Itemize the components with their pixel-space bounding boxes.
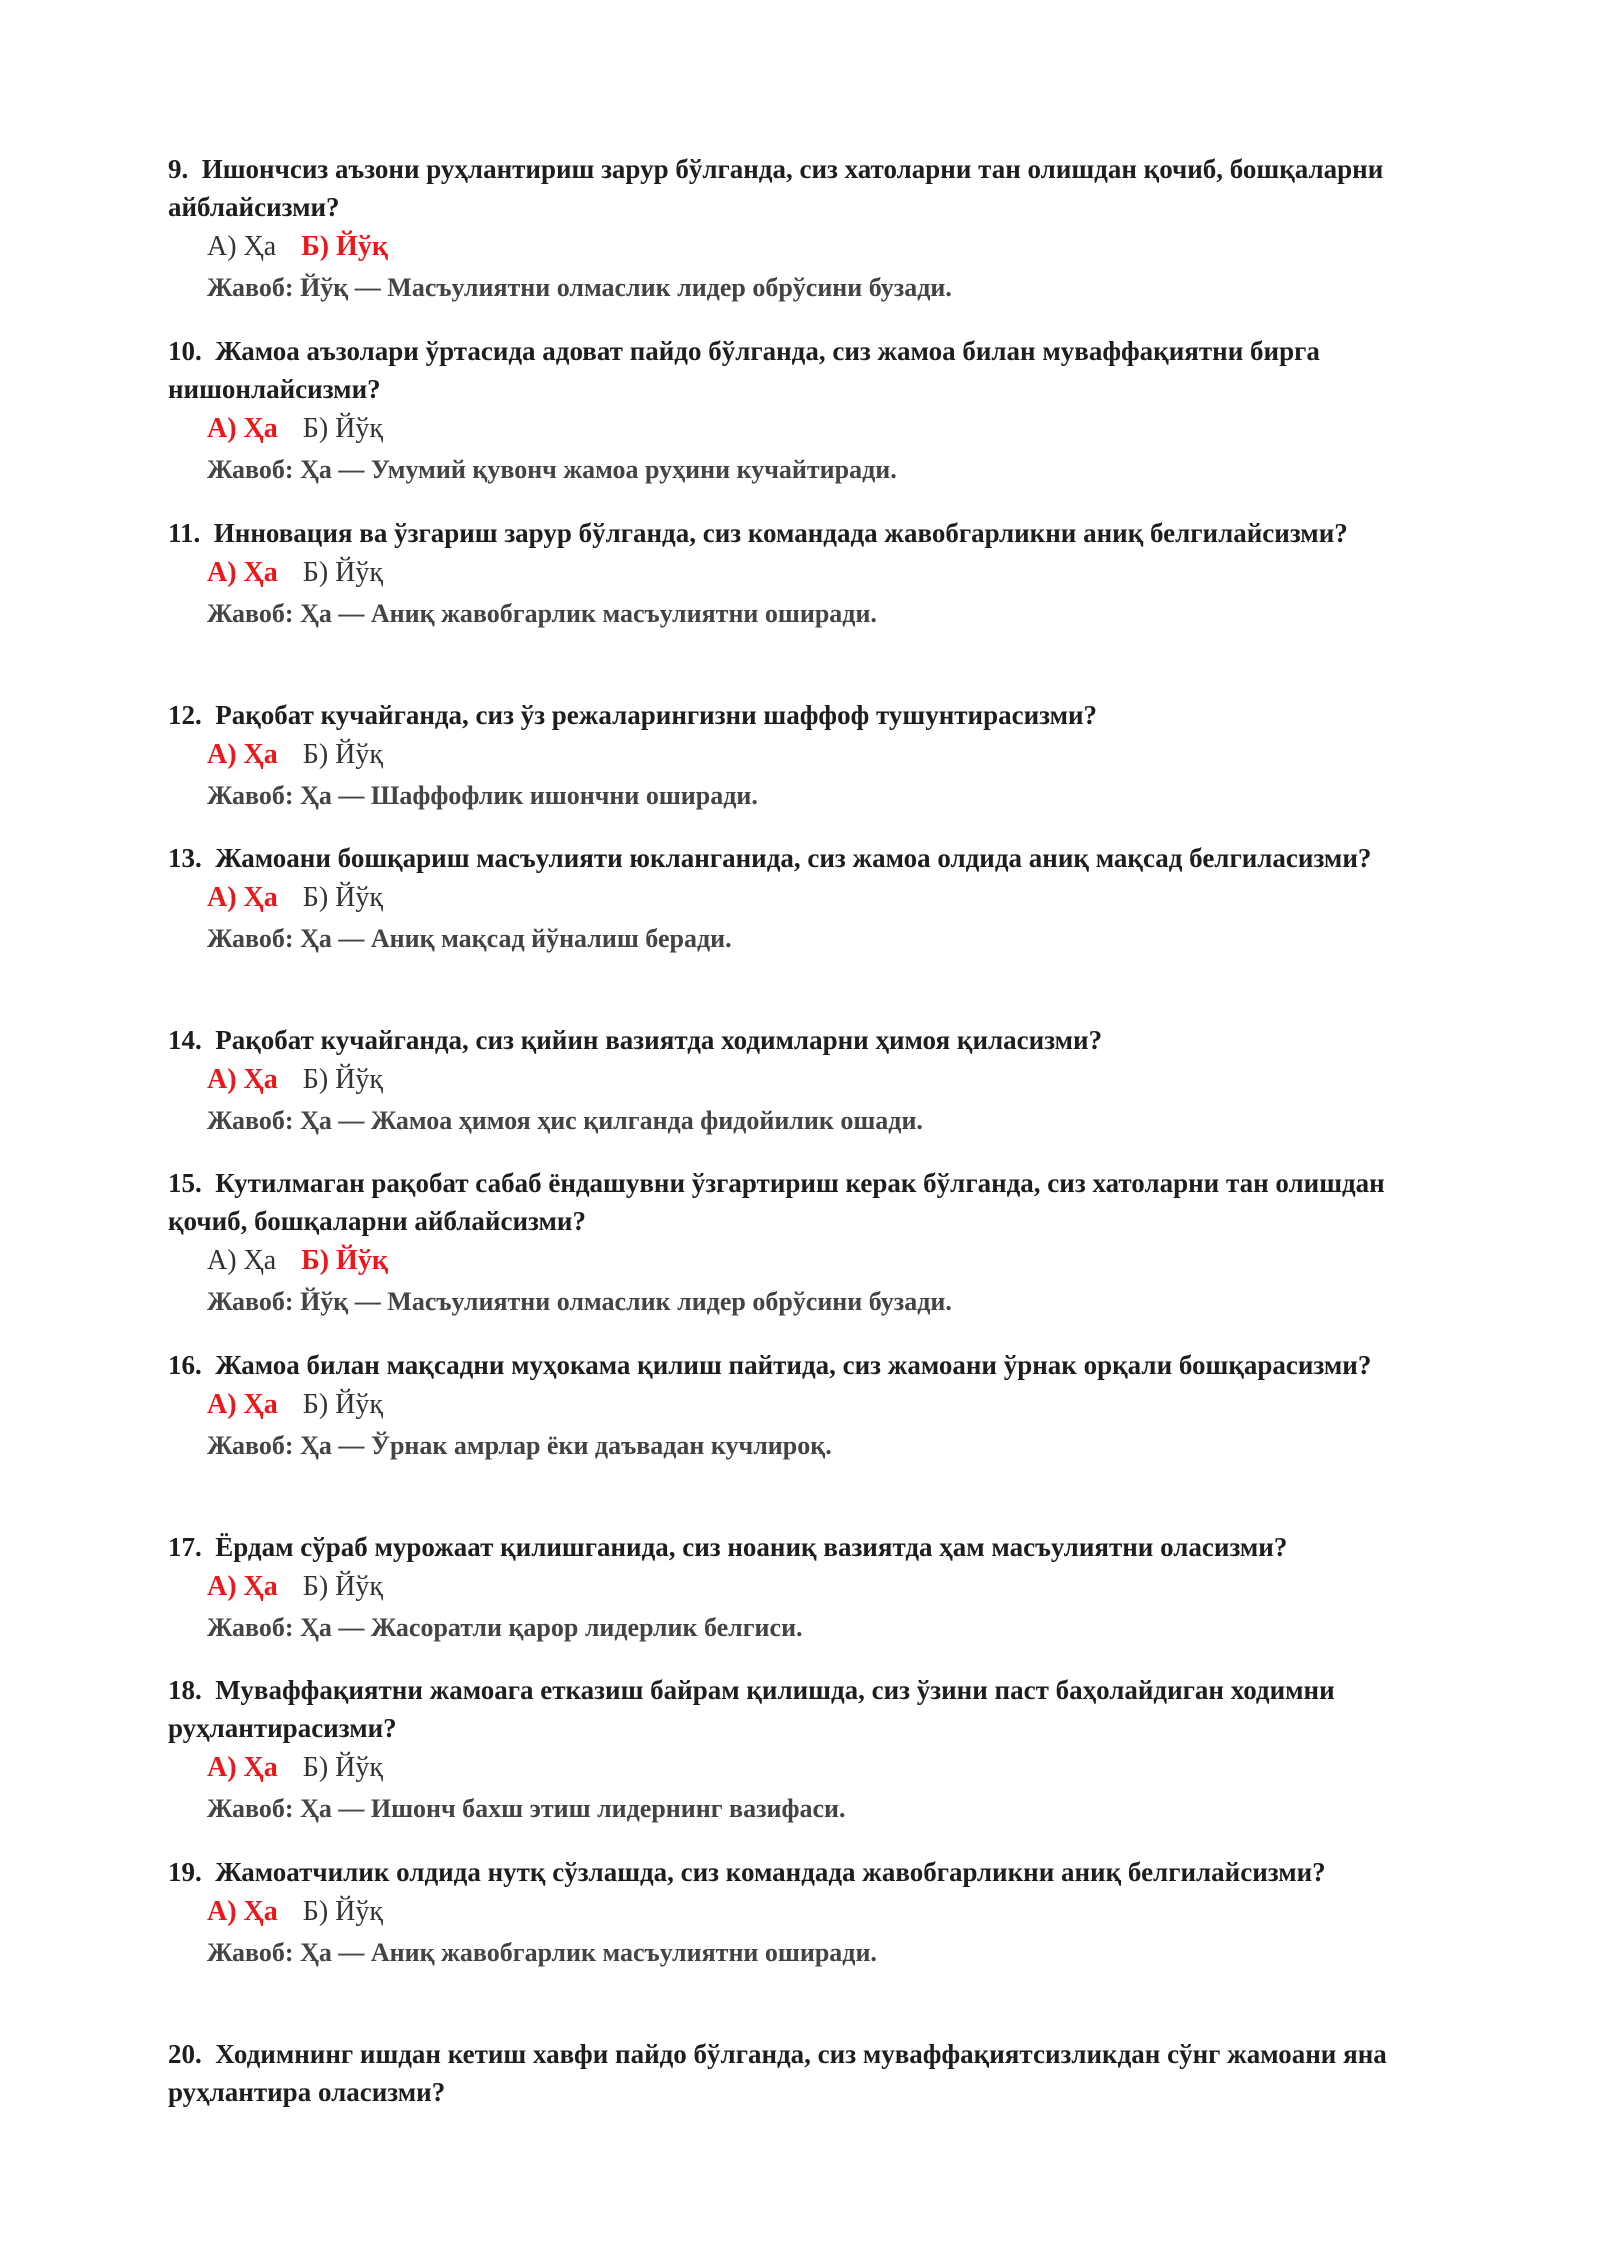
answer-line: Жавоб: Ҳа — Жасоратли қарор лидерлик белгиси. bbox=[207, 1613, 803, 1642]
question-block bbox=[168, 514, 1448, 635]
options-row bbox=[207, 1060, 1448, 1100]
question-block bbox=[168, 2035, 1448, 2111]
option-b: Б) Йўқ bbox=[302, 1752, 383, 1783]
answer-line: Жавоб: Йўқ — Масъулиятни олмаслик лидер обрўсини бузади. bbox=[207, 1287, 952, 1316]
question-text: Ёрдам сўраб мурожаат қилишганида, сиз ноаниқ вазиятда ҳам масъулиятни оласизми? bbox=[215, 1532, 1288, 1562]
question-title bbox=[168, 1164, 1448, 1240]
question-title bbox=[168, 332, 1448, 408]
option-a-correct: А) Ҳа bbox=[207, 413, 278, 444]
answer-line: Жавоб: Ҳа — Аниқ жавобгарлик масъулиятни оширади. bbox=[207, 1938, 877, 1967]
options-row bbox=[207, 878, 1448, 918]
question-text: Муваффақиятни жамоага етказиш байрам қилишда, сиз ўзини паст баҳолайдиган ходимни руҳлантирасизми? bbox=[168, 1675, 1335, 1743]
question-block bbox=[168, 332, 1448, 491]
option-a: А) Ҳа bbox=[207, 1245, 277, 1276]
option-a-correct: А) Ҳа bbox=[207, 739, 278, 770]
options-row bbox=[207, 735, 1448, 775]
question-title bbox=[168, 2035, 1448, 2111]
option-b-correct: Б) Йўқ bbox=[301, 1245, 388, 1276]
question-block bbox=[168, 1021, 1448, 1142]
option-a-correct: А) Ҳа bbox=[207, 1571, 278, 1602]
question-text: Жамоа аъзолари ўртасида адоват пайдо бўлганда, сиз жамоа билан муваффақиятни бирга нишонлайсизми? bbox=[168, 336, 1320, 404]
options-row bbox=[207, 227, 1448, 267]
question-title bbox=[168, 150, 1448, 226]
option-a: А) Ҳа bbox=[207, 231, 277, 262]
option-a-correct: А) Ҳа bbox=[207, 882, 278, 913]
question-title bbox=[168, 1528, 1448, 1566]
question-number: 10. bbox=[168, 336, 202, 366]
question-number: 14. bbox=[168, 1025, 202, 1055]
question-block bbox=[168, 1853, 1448, 1974]
question-text: Рақобат кучайганда, сиз ўз режаларингизни шаффоф тушунтирасизми? bbox=[215, 700, 1098, 730]
question-block bbox=[168, 1671, 1448, 1830]
question-block bbox=[168, 1528, 1448, 1649]
question-text: Ишончсиз аъзони руҳлантириш зарур бўлганда, сиз хатоларни тан олишдан қочиб, бошқаларни айблайсизми? bbox=[168, 154, 1384, 222]
question-text: Жамоа билан мақсадни муҳокама қилиш пайтида, сиз жамоани ўрнак орқали бошқарасизми? bbox=[215, 1350, 1372, 1380]
question-number: 15. bbox=[168, 1168, 202, 1198]
question-title bbox=[168, 696, 1448, 734]
question-text: Ходимнинг ишдан кетиш хавфи пайдо бўлганда, сиз муваффақиятсизликдан сўнг жамоани яна руҳлантира оласизми? bbox=[168, 2039, 1387, 2107]
question-number: 11. bbox=[168, 518, 201, 548]
question-number: 16. bbox=[168, 1350, 202, 1380]
question-block bbox=[168, 1346, 1448, 1467]
question-number: 13. bbox=[168, 843, 202, 873]
question-text: Кутилмаган рақобат сабаб ёндашувни ўзгартириш керак бўлганда, сиз хатоларни тан олишдан қочиб, бошқаларни айблайсизми? bbox=[168, 1168, 1385, 1236]
question-number: 12. bbox=[168, 700, 202, 730]
question-title bbox=[168, 1346, 1448, 1384]
answer-line: Жавоб: Ҳа — Аниқ жавобгарлик масъулиятни оширади. bbox=[207, 599, 877, 628]
answer-line: Жавоб: Ҳа — Умумий қувонч жамоа руҳини кучайтиради. bbox=[207, 455, 897, 484]
question-block bbox=[168, 696, 1448, 817]
answer-line: Жавоб: Йўқ — Масъулиятни олмаслик лидер обрўсини бузади. bbox=[207, 273, 952, 302]
question-number: 17. bbox=[168, 1532, 202, 1562]
option-b-correct: Б) Йўқ bbox=[301, 231, 388, 262]
option-a-correct: А) Ҳа bbox=[207, 557, 278, 588]
question-block bbox=[168, 1164, 1448, 1323]
options-row bbox=[207, 553, 1448, 593]
answer-line: Жавоб: Ҳа — Ишонч бахш этиш лидернинг вазифаси. bbox=[207, 1794, 846, 1823]
question-title bbox=[168, 514, 1448, 552]
question-block bbox=[168, 839, 1448, 960]
answer-line: Жавоб: Ҳа — Ўрнак амрлар ёки даъвадан кучлироқ. bbox=[207, 1431, 832, 1460]
options-row bbox=[207, 409, 1448, 449]
question-text: Инновация ва ўзгариш зарур бўлганда, сиз командада жавобгарликни аниқ белгилайсизми? bbox=[213, 518, 1348, 548]
question-title bbox=[168, 1671, 1448, 1747]
option-b: Б) Йўқ bbox=[302, 557, 383, 588]
answer-line: Жавоб: Ҳа — Жамоа ҳимоя ҳис қилганда фидойилик ошади. bbox=[207, 1106, 923, 1135]
option-b: Б) Йўқ bbox=[302, 413, 383, 444]
question-title bbox=[168, 1021, 1448, 1059]
options-row bbox=[207, 1892, 1448, 1932]
option-a-correct: А) Ҳа bbox=[207, 1896, 278, 1927]
option-b: Б) Йўқ bbox=[302, 1571, 383, 1602]
option-b: Б) Йўқ bbox=[302, 1896, 383, 1927]
options-row bbox=[207, 1241, 1448, 1281]
question-number: 20. bbox=[168, 2039, 202, 2069]
question-text: Жамоатчилик олдида нутқ сўзлашда, сиз командада жавобгарликни аниқ белгилайсизми? bbox=[215, 1857, 1326, 1887]
question-number: 19. bbox=[168, 1857, 202, 1887]
question-title bbox=[168, 839, 1448, 877]
option-a-correct: А) Ҳа bbox=[207, 1752, 278, 1783]
options-row bbox=[207, 1567, 1448, 1607]
option-a-correct: А) Ҳа bbox=[207, 1389, 278, 1420]
question-title bbox=[168, 1853, 1448, 1891]
answer-line: Жавоб: Ҳа — Шаффофлик ишончни оширади. bbox=[207, 781, 758, 810]
option-b: Б) Йўқ bbox=[302, 1064, 383, 1095]
options-row bbox=[207, 1385, 1448, 1425]
question-number: 18. bbox=[168, 1675, 202, 1705]
question-number: 9. bbox=[168, 154, 189, 184]
question-block bbox=[168, 150, 1448, 309]
option-b: Б) Йўқ bbox=[302, 739, 383, 770]
question-text: Жамоани бошқариш масъулияти юкланганида, сиз жамоа олдида аниқ мақсад белгиласизми? bbox=[215, 843, 1372, 873]
answer-line: Жавоб: Ҳа — Аниқ мақсад йўналиш беради. bbox=[207, 924, 732, 953]
option-a-correct: А) Ҳа bbox=[207, 1064, 278, 1095]
question-text: Рақобат кучайганда, сиз қийин вазиятда ходимларни ҳимоя қиласизми? bbox=[215, 1025, 1103, 1055]
options-row bbox=[207, 1748, 1448, 1788]
option-b: Б) Йўқ bbox=[302, 882, 383, 913]
option-b: Б) Йўқ bbox=[302, 1389, 383, 1420]
